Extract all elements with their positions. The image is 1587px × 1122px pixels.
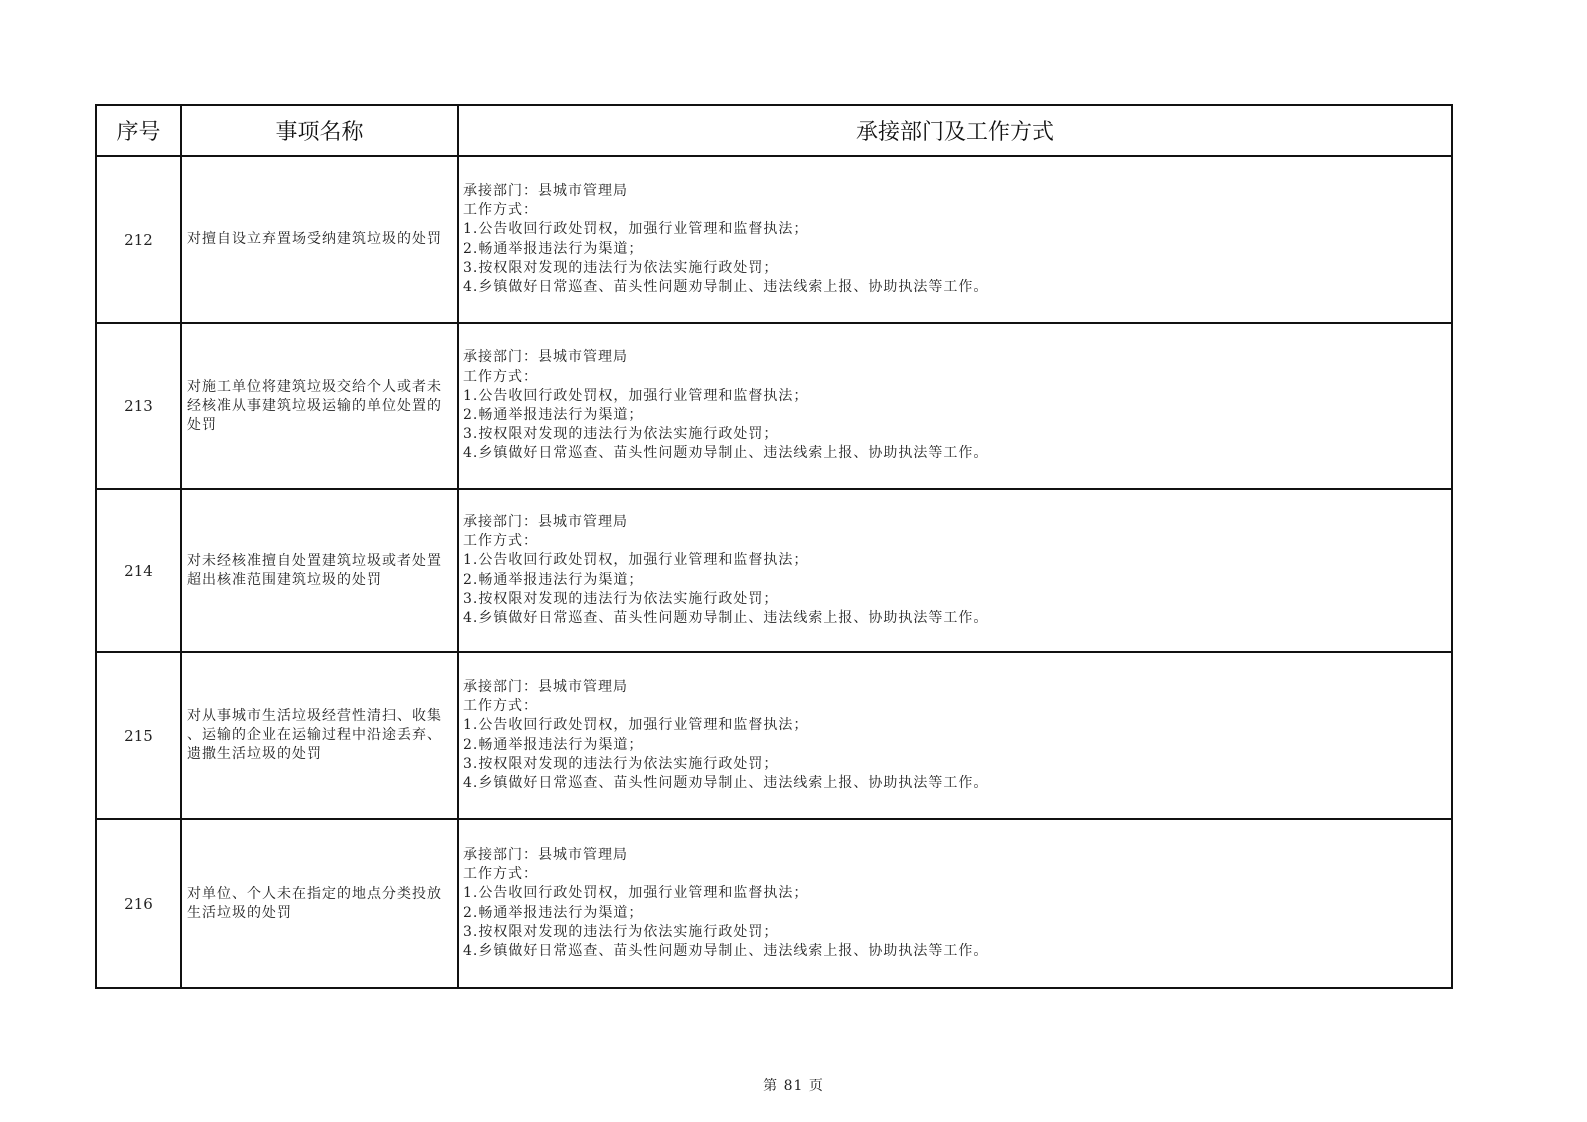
method-step: 1.公告收回行政处罚权，加强行业管理和监督执法； — [463, 221, 809, 238]
method-step: 2.畅通举报违法行为渠道； — [463, 407, 644, 423]
method-step: 2.畅通举报违法行为渠道； — [463, 736, 644, 753]
method-heading: 工作方式： — [463, 368, 538, 385]
row-item-name — [181, 819, 458, 988]
table-row — [96, 819, 1452, 988]
method-step: 4.乡镇做好日常巡查、苗头性问题劝导制止、违法线索上报、协助执法等工作。 — [463, 445, 989, 462]
method-heading: 工作方式： — [463, 533, 538, 550]
table-row — [96, 489, 1452, 652]
method-step: 4.乡镇做好日常巡查、苗头性问题劝导制止、违法线索上报、协助执法等工作。 — [463, 774, 989, 791]
department-line: 承接部门：县城市管理局 — [463, 846, 628, 863]
department-line: 承接部门：县城市管理局 — [463, 678, 628, 695]
row-item-name — [181, 652, 458, 819]
method-heading: 工作方式： — [463, 698, 538, 715]
row-seq: 213 — [96, 323, 181, 489]
header-department-method: 承接部门及工作方式 — [458, 105, 1452, 156]
method-step: 1.公告收回行政处罚权，加强行业管理和监督执法； — [463, 387, 809, 404]
header-seq: 序号 — [96, 105, 181, 156]
method-step: 3.按权限对发现的违法行为依法实施行政处罚； — [463, 923, 779, 940]
item-name-line: 对单位、个人未在指定的地点分类投放 — [187, 885, 442, 902]
page-number: 第 81 页 — [763, 1078, 824, 1094]
method-step: 4.乡镇做好日常巡查、苗头性问题劝导制止、违法线索上报、协助执法等工作。 — [463, 942, 989, 959]
department-line: 承接部门：县城市管理局 — [463, 182, 628, 199]
row-seq: 214 — [96, 489, 181, 652]
row-item-name — [181, 323, 458, 489]
method-step: 1.公告收回行政处罚权，加强行业管理和监督执法； — [463, 885, 809, 902]
items-table — [95, 104, 1453, 989]
row-method — [458, 489, 1452, 652]
method-step: 2.畅通举报违法行为渠道； — [463, 240, 644, 257]
method-step: 3.按权限对发现的违法行为依法实施行政处罚； — [463, 755, 779, 772]
item-name-line: 生活垃圾的处罚 — [187, 904, 292, 921]
table-row — [96, 652, 1452, 819]
item-name-line: 、运输的企业在运输过程中沿途丢弃、 — [187, 727, 442, 743]
row-item-name — [181, 156, 458, 323]
row-seq: 216 — [96, 819, 181, 988]
items-table-container — [95, 104, 1451, 989]
row-seq: 215 — [96, 652, 181, 819]
method-step: 1.公告收回行政处罚权，加强行业管理和监督执法； — [463, 717, 809, 734]
department-line: 承接部门：县城市管理局 — [463, 513, 628, 530]
item-name-line: 对从事城市生活垃圾经营性清扫、收集 — [187, 708, 442, 724]
row-method — [458, 819, 1452, 988]
item-name-line: 对未经核准擅自处置建筑垃圾或者处置 — [187, 552, 442, 569]
table-row — [96, 323, 1452, 489]
method-step: 4.乡镇做好日常巡查、苗头性问题劝导制止、违法线索上报、协助执法等工作。 — [463, 609, 989, 626]
method-step: 3.按权限对发现的违法行为依法实施行政处罚； — [463, 426, 779, 443]
method-step: 3.按权限对发现的违法行为依法实施行政处罚； — [463, 259, 779, 276]
item-name-line: 处罚 — [187, 416, 217, 433]
row-item-name — [181, 489, 458, 652]
row-method — [458, 652, 1452, 819]
row-method — [458, 156, 1452, 323]
header-item-name: 事项名称 — [181, 105, 458, 156]
item-name-line: 经核准从事建筑垃圾运输的单位处置的 — [187, 397, 442, 414]
item-name-line: 遗撒生活垃圾的处罚 — [187, 746, 322, 762]
method-step: 4.乡镇做好日常巡查、苗头性问题劝导制止、违法线索上报、协助执法等工作。 — [463, 278, 989, 295]
row-method — [458, 323, 1452, 489]
row-seq: 212 — [96, 156, 181, 323]
method-step: 2.畅通举报违法行为渠道； — [463, 904, 644, 921]
method-step: 1.公告收回行政处罚权，加强行业管理和监督执法； — [463, 552, 809, 569]
department-line: 承接部门：县城市管理局 — [463, 349, 628, 366]
item-name-line: 对擅自设立弃置场受纳建筑垃圾的处罚 — [187, 231, 442, 247]
table-header-row — [96, 105, 1452, 156]
method-heading: 工作方式： — [463, 866, 538, 883]
method-step: 2.畅通举报违法行为渠道； — [463, 571, 644, 588]
item-name-line: 超出核准范围建筑垃圾的处罚 — [187, 571, 382, 588]
method-step: 3.按权限对发现的违法行为依法实施行政处罚； — [463, 590, 779, 607]
method-heading: 工作方式： — [463, 202, 538, 219]
table-row — [96, 156, 1452, 323]
item-name-line: 对施工单位将建筑垃圾交给个人或者未 — [187, 378, 442, 395]
